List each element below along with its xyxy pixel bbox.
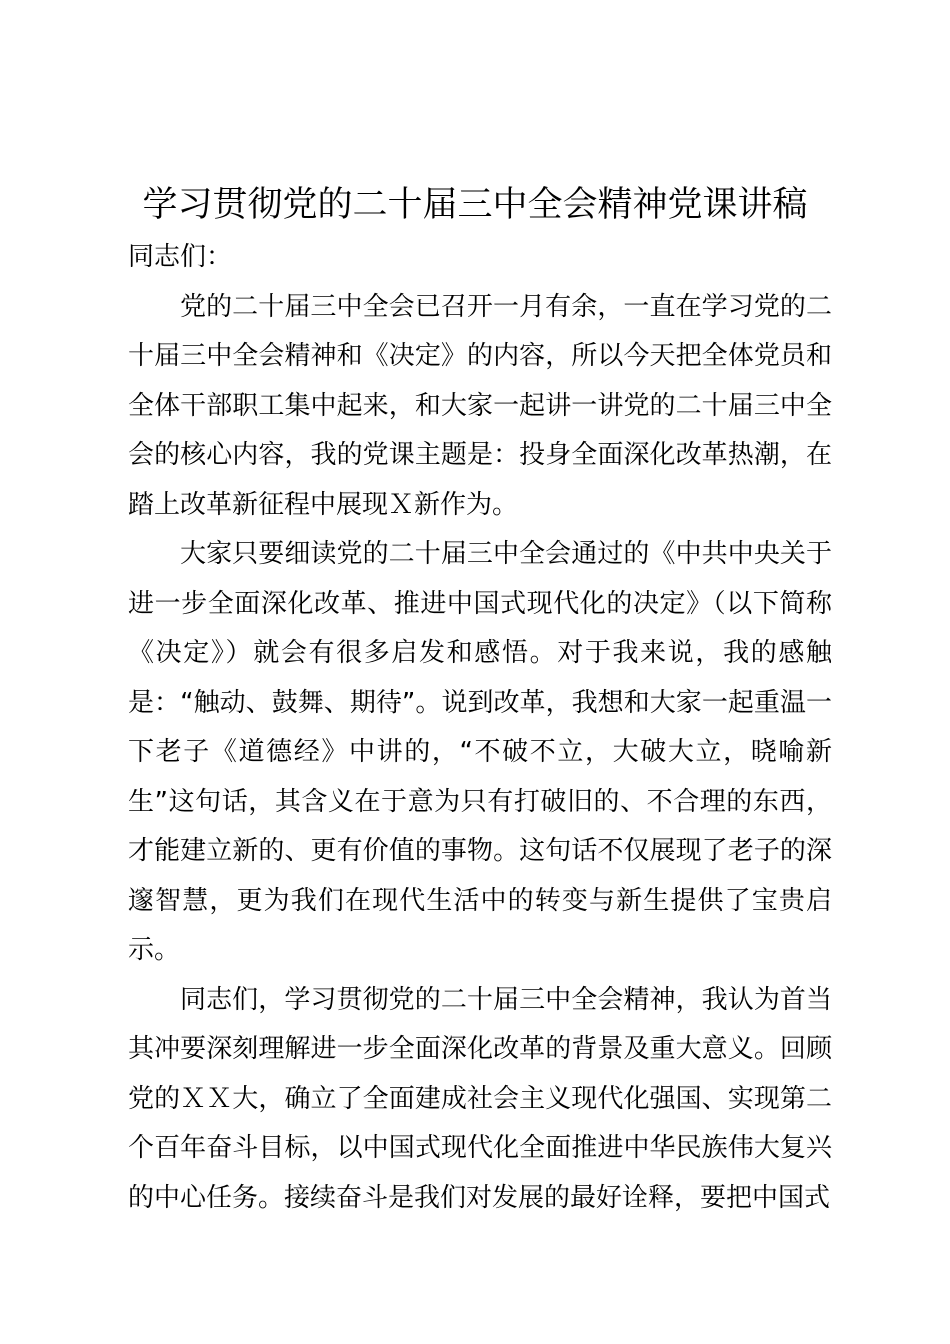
salutation: 同志们： [128,242,233,272]
paragraph-2: 大家只要细读党的二十届三中全会通过的《中共中央关于进一步全面深化改革、推进中国式现代化的决定》（以下简称《决定》）就会有很多启发和感悟。对于我来说，我的感触是：“触动、鼓舞、期待”。说到改革，我想和大家一起重温一下老子《道德经》中讲的，“不破不立，大破大立，晓喻新生”这句话，其含义在于意为只有打破旧的、不合理的东西，才能建立新的、更有价值的事物。这句话不仅展现了老子的深邃智慧，更为我们在现代生活中的转变与新生提供了宝贵启示。 [128,539,832,965]
document-title: 学习贯彻党的二十届三中全会精神党课讲稿 [142,185,808,225]
paragraph-3: 同志们，学习贯彻党的二十届三中全会精神，我认为首当其冲要深刻理解进一步全面深化改革的背景及重大意义。回顾党的ＸＸ大，确立了全面建成社会主义现代化强国、实现第二个百年奋斗目标，以中国式现代化全面推进中华民族伟大复兴的中心任务。接续奋斗是我们对发展的最好诠释，要把中国式 [128,984,832,1213]
document-body [128,233,832,1223]
paragraph-1: 党的二十届三中全会已召开一月有余，一直在学习党的二十届三中全会精神和《决定》的内容，所以今天把全体党员和全体干部职工集中起来，和大家一起讲一讲党的二十届三中全会的核心内容，我的党课主题是：投身全面深化改革热潮，在踏上改革新征程中展现Ｘ新作为。 [128,291,832,520]
